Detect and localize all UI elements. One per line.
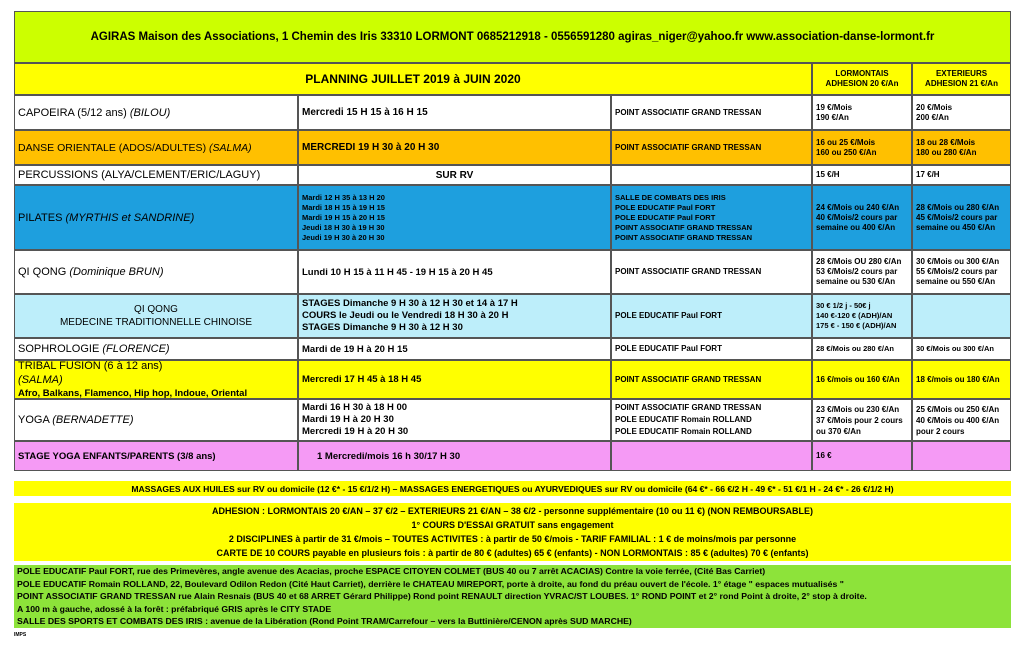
stage-yoga-lormont-price: 16 €: [812, 441, 912, 471]
yoga-ext-price: 25 €/Mois ou 250 €/An 40 €/Mois ou 400 €/An pour 2 cours: [912, 399, 1011, 441]
danse-place: POINT ASSOCIATIF GRAND TRESSAN: [611, 130, 812, 165]
tribal-name-cell: [14, 360, 298, 399]
adhesion-line-2: 1° COURS D'ESSAI GRATUIT sans engagement: [411, 520, 614, 530]
qigong-mtc-place: POLE EDUCATIF Paul FORT: [611, 294, 812, 338]
yoga-lormont-price: 23 €/Mois ou 230 €/An 37 €/Mois pour 2 cours ou 370 €/An: [812, 399, 912, 441]
tribal-place: POINT ASSOCIATIF GRAND TRESSAN: [611, 360, 812, 399]
exterieurs-header: [912, 63, 1011, 95]
pilates-ext-price: 28 €/Mois ou 280 €/An 45 €/Mois/2 cours par semaine ou 450 €/An: [912, 185, 1011, 250]
sophro-ext-price: 30 €/Mois ou 300 €/An: [912, 338, 1011, 360]
percussions-name: PERCUSSIONS (ALYA/CLEMENT/ERIC/LAGUY): [14, 165, 298, 185]
capoeira-ext-price: 20 €/Mois 200 €/An: [912, 95, 1011, 130]
yoga-name: YOGA: [18, 414, 53, 426]
stage-yoga-ext-price: [912, 441, 1011, 471]
qigong-mtc-ext-price: [912, 294, 1011, 338]
pilates-name-cell: [14, 185, 298, 250]
address-romain-rolland: POLE EDUCATIF Romain ROLLAND, 22, Boulevard Odilon Redon (Cité Haut Carriet), derrière le CHATEAU MIREPORT, porte à droite, au fond du préau ouvert de l'école. 1° étage " espaces mutualisés ": [17, 578, 844, 589]
qigong-time: Lundi 10 H 15 à 11 H 45 - 19 H 15 à 20 H 45: [298, 250, 611, 294]
planning-title: PLANNING JUILLET 2019 à JUIN 2020: [305, 72, 521, 86]
pilates-lormont-price: 24 €/Mois ou 240 €/An 40 €/Mois/2 cours par semaine ou 400 €/An: [812, 185, 912, 250]
address-paul-fort: POLE EDUCATIF Paul FORT, rue des Primevères, angle avenue des Acacias, proche ESPACE CITOYEN COLMET (BUS 40 ou 7 arrêt ACACIAS) Contre la voie ferrée, (Cité Bas Carriet): [17, 566, 766, 577]
percussions-place: [611, 165, 812, 185]
address-salle-iris: SALLE DES SPORTS ET COMBATS DES IRIS : avenue de la Libération (Rond Point TRAM/Carrefour – vers la Buttinière/CENON après SUD MARCHE): [17, 616, 632, 627]
pilates-places: SALLE DE COMBATS DES IRIS POLE EDUCATIF Paul FORT POLE EDUCATIF Paul FORT POINT ASSOCIATIF GRAND TRESSAN POINT ASSOCIATIF GRAND TRESSAN: [611, 185, 812, 250]
stage-yoga-place: [611, 441, 812, 471]
danse-name-cell: [14, 130, 298, 165]
percussions-ext-price: 17 €/H: [912, 165, 1011, 185]
yoga-teacher: (BERNADETTE): [52, 414, 134, 426]
qigong-mtc-name: QI QONG MEDECINE TRADITIONNELLE CHINOISE: [14, 294, 298, 338]
qigong-mtc-times: STAGES Dimanche 9 H 30 à 12 H 30 et 14 à 17 H COURS le Jeudi ou le Vendredi 18 H 30 à 20 H STAGES Dimanche 9 H 30 à 12 H 30: [298, 294, 611, 338]
lormontais-label: LORMONTAIS: [835, 69, 889, 78]
sophro-time: Mardi de 19 H à 20 H 15: [298, 338, 611, 360]
row-yoga: [14, 399, 1011, 441]
row-stage-yoga: [14, 441, 1011, 471]
row-sophrologie: [14, 338, 1011, 360]
stage-yoga-time: 1 Mercredi/mois 16 h 30/17 H 30: [298, 441, 611, 471]
capoeira-lormont-price: 19 €/Mois 190 €/An: [812, 95, 912, 130]
row-qigong-mtc: [14, 294, 1011, 338]
pilates-name: PILATES: [18, 211, 66, 224]
row-tribal-fusion: [14, 360, 1011, 399]
address-grand-tressan: POINT ASSOCIATIF GRAND TRESSAN rue Alain Resnais (BUS 40 et 68 ARRET Gérard Philippe) Rond point RENAULT direction YVRAC/ST LOUBES. 1° ROND POINT et 2° rond Point à droite, 2° stop à droite.: [17, 591, 867, 602]
capoeira-name: CAPOEIRA (5/12 ans): [18, 106, 130, 119]
adhesion-line-3: 2 DISCIPLINES à partir de 31 €/mois – TOUTES ACTIVITES : à partir de 50 €/mois - TARIF FAMILIAL : 1 € de moins/mois par personne: [228, 534, 797, 544]
qigong-place: POINT ASSOCIATIF GRAND TRESSAN: [611, 250, 812, 294]
tribal-teacher: (SALMA): [18, 373, 63, 386]
row-pilates: [14, 185, 1011, 250]
footnote: IMPS: [14, 632, 27, 638]
lormontais-adhesion: ADHESION 20 €/An: [825, 79, 899, 88]
danse-name: DANSE ORIENTALE (ADOS/ADULTES): [18, 141, 209, 154]
danse-lormont-price: 16 ou 25 €/Mois 160 ou 250 €/An: [812, 130, 912, 165]
header-contact-line: AGIRAS Maison des Associations, 1 Chemin des Iris 33310 LORMONT 0685212918 - 0556591280 agiras_niger@yahoo.fr www.association-danse-lormont.fr: [90, 31, 935, 43]
pilates-times: Mardi 12 H 35 à 13 H 20 Mardi 18 H 15 à 19 H 15 Mardi 19 H 15 à 20 H 15 Jeudi 18 H 30 à 19 H 30 Jeudi 19 H 30 à 20 H 30: [298, 185, 611, 250]
sophro-place: POLE EDUCATIF Paul FORT: [611, 338, 812, 360]
pilates-teacher: (MYRTHIS et SANDRINE): [65, 211, 195, 224]
danse-time: MERCREDI 19 H 30 à 20 H 30: [298, 130, 611, 165]
adhesion-line-1: ADHESION : LORMONTAIS 20 €/AN – 37 €/2 – EXTERIEURS 21 €/AN – 38 €/2 - personne supplémentaire (10 ou 11 €) (NON REMBOURSABLE): [212, 506, 813, 516]
address-grand-tressan-detail: A 100 m à gauche, adossé à la forêt : préfabriqué GRIS après le CITY STADE: [17, 603, 332, 614]
tribal-name: TRIBAL FUSION (6 à 12 ans): [18, 360, 163, 372]
planning-title-cell: [14, 63, 812, 95]
row-danse-orientale: [14, 130, 1011, 165]
tribal-lormont-price: 16 €/mois ou 160 €/An: [812, 360, 912, 399]
yoga-times: Mardi 16 H 30 à 18 H 00 Mardi 19 H à 20 H 30 Mercredi 19 H à 20 H 30: [298, 399, 611, 441]
danse-teacher: (SALMA): [208, 141, 252, 154]
stage-yoga-name: STAGE YOGA ENFANTS/PARENTS (3/8 ans): [14, 441, 298, 471]
row-capoeira: [14, 95, 1011, 130]
tribal-time: Mercredi 17 H 45 à 18 H 45: [298, 360, 611, 399]
addresses-block: [14, 565, 1011, 628]
sophro-teacher: (FLORENCE): [102, 343, 170, 355]
yoga-name-cell: [14, 399, 298, 441]
sophro-name-cell: [14, 338, 298, 360]
percussions-time: SUR RV: [298, 165, 611, 185]
exterieurs-label: EXTERIEURS: [935, 69, 988, 78]
sophro-name: SOPHROLOGIE: [18, 343, 103, 355]
qigong-teacher: (Dominique BRUN): [69, 266, 164, 278]
tribal-styles: Afro, Balkans, Flamenco, Hip hop, Indoue, Oriental: [18, 387, 248, 399]
adhesion-line-4: CARTE DE 10 COURS payable en plusieurs fois : à partir de 80 € (adultes) 65 € (enfants) - NON LORMONTAIS : 85 € (adultes) 70 € (enfants): [216, 548, 809, 558]
adhesion-block: [14, 503, 1011, 561]
tribal-ext-price: 18 €/mois ou 180 €/An: [912, 360, 1011, 399]
yoga-places: POINT ASSOCIATIF GRAND TRESSAN POLE EDUCATIF Romain ROLLAND POLE EDUCATIF Romain ROLLAND: [611, 399, 812, 441]
header-banner: [14, 11, 1011, 63]
capoeira-time: Mercredi 15 H 15 à 16 H 15: [298, 95, 611, 130]
qigong-mtc-lormont-price: 30 € 1/2 j - 50€ j 140 €-120 € (ADH)/AN 175 € - 150 € (ADH)/AN: [812, 294, 912, 338]
row-qigong: [14, 250, 1011, 294]
sophro-lormont-price: 28 €/Mois ou 280 €/An: [812, 338, 912, 360]
qigong-ext-price: 30 €/Mois ou 300 €/An 55 €/Mois/2 cours par semaine ou 550 €/An: [912, 250, 1011, 294]
qigong-name-cell: [14, 250, 298, 294]
capoeira-place: POINT ASSOCIATIF GRAND TRESSAN: [611, 95, 812, 130]
massages-banner: [14, 481, 1011, 496]
exterieurs-adhesion: ADHESION 21 €/An: [925, 79, 998, 88]
capoeira-teacher: (BILOU): [129, 106, 171, 119]
qigong-name: QI QONG: [18, 266, 70, 278]
qigong-lormont-price: 28 €/Mois OU 280 €/An 53 €/Mois/2 cours par semaine ou 530 €/An: [812, 250, 912, 294]
massages-text: MASSAGES AUX HUILES sur RV ou domicile (12 €* - 15 €/1/2 H) – MASSAGES ENERGETIQUES ou AYURVEDIQUES sur RV ou domicile (64 €* - 66 €/2 H - 49 €* - 51 €/1 H - 24 €* - 26 €/1/2 H): [131, 483, 894, 494]
percussions-lormont-price: 15 €/H: [812, 165, 912, 185]
row-percussions: [14, 165, 1011, 185]
lormontais-header: [812, 63, 912, 95]
danse-ext-price: 18 ou 28 €/Mois 180 ou 280 €/An: [912, 130, 1011, 165]
capoeira-name-cell: [14, 95, 298, 130]
